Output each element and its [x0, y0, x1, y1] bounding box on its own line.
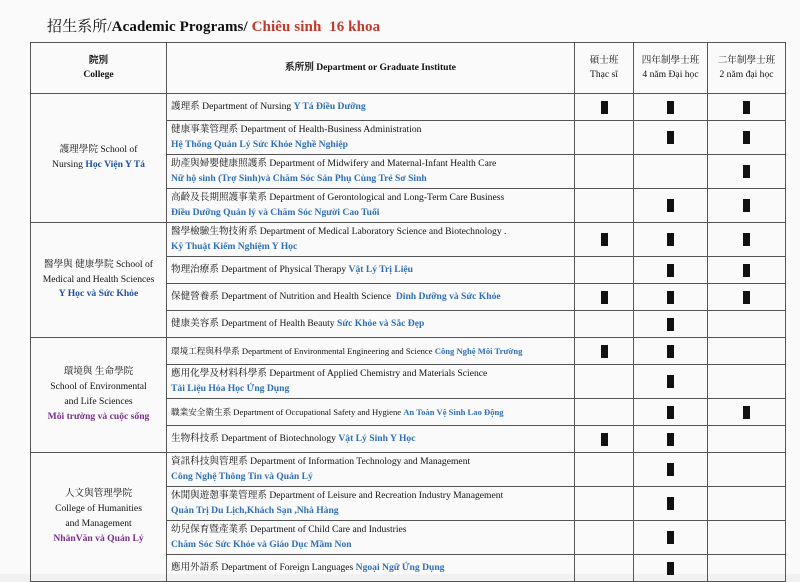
two-year-cell	[708, 94, 786, 121]
four-year-cell	[634, 311, 708, 338]
four-year-cell	[634, 155, 708, 189]
offered-mark	[667, 131, 674, 144]
offered-mark	[667, 101, 674, 114]
offered-mark	[743, 291, 750, 304]
offered-mark	[667, 433, 674, 446]
offered-mark	[667, 291, 674, 304]
master-cell	[575, 311, 634, 338]
two-year-cell	[708, 257, 786, 284]
two-year-cell	[708, 399, 786, 426]
department-cell: 職業安全衛生系 Department of Occupational Safety and Hygiene An Toàn Vệ Sinh Lao Động	[167, 399, 575, 426]
master-cell	[575, 284, 634, 311]
offered-mark	[667, 463, 674, 476]
offered-mark	[667, 531, 674, 544]
college-medical-health: 醫學與 健康學院 School of Medical and Health Sciences Y Học và Sức Khỏe	[31, 223, 167, 338]
header-college: 院別 College	[31, 43, 167, 94]
master-cell	[575, 399, 634, 426]
four-year-cell	[634, 338, 708, 365]
department-cell: 保健營養系 Department of Nutrition and Health Science Dinh Dưỡng và Sức Khỏe	[167, 284, 575, 311]
master-cell	[575, 94, 634, 121]
four-year-cell	[634, 453, 708, 487]
offered-mark	[667, 199, 674, 212]
title-chinese: 招生系所/	[47, 19, 112, 35]
offered-mark	[667, 562, 674, 575]
department-cell: 護理系 Department of Nursing Y Tá Điều Dưỡng	[167, 94, 575, 121]
offered-mark	[743, 264, 750, 277]
two-year-cell	[708, 453, 786, 487]
offered-mark	[601, 433, 608, 446]
two-year-cell	[708, 555, 786, 582]
offered-mark	[601, 233, 608, 246]
offered-mark	[667, 375, 674, 388]
master-cell	[575, 223, 634, 257]
department-cell: 環境工程與科學系 Department of Environmental Engineering and Science Công Nghệ Môi Trường	[167, 338, 575, 365]
college-nursing: 護理學院 School of Nursing Học Viện Y Tá	[31, 94, 167, 223]
page-title	[47, 15, 380, 36]
master-cell	[575, 555, 634, 582]
four-year-cell	[634, 399, 708, 426]
offered-mark	[601, 101, 608, 114]
four-year-cell	[634, 284, 708, 311]
master-cell	[575, 257, 634, 284]
title-vietnamese: Chiêu sinh	[251, 19, 322, 35]
department-cell: 休閒與遊憩事業管理系 Department of Leisure and Recreation Industry Management Quản Trị Du Lịch,Khách Sạn ,Nhà Hàng	[167, 487, 575, 521]
college-environmental-life: 環境與 生命學院 School of Environmental and Life Sciences Môi trường và cuộc sống	[31, 338, 167, 453]
offered-mark	[601, 345, 608, 358]
two-year-cell	[708, 426, 786, 453]
offered-mark	[743, 131, 750, 144]
offered-mark	[601, 291, 608, 304]
two-year-cell	[708, 487, 786, 521]
programs-table	[30, 42, 786, 582]
four-year-cell	[634, 189, 708, 223]
two-year-cell	[708, 284, 786, 311]
four-year-cell	[634, 426, 708, 453]
offered-mark	[743, 199, 750, 212]
offered-mark	[667, 318, 674, 331]
table-row	[31, 453, 786, 487]
title-count: 16 khoa	[329, 19, 381, 35]
four-year-cell	[634, 365, 708, 399]
header-two-year: 二年制學士班 2 năm đại học	[708, 43, 786, 94]
department-cell: 資訊科技與管理系 Department of Information Technology and Management Công Nghệ Thông Tin và Quản Lý	[167, 453, 575, 487]
offered-mark	[743, 165, 750, 178]
two-year-cell	[708, 311, 786, 338]
two-year-cell	[708, 365, 786, 399]
department-cell: 應用外語系 Department of Foreign Languages Ngoại Ngữ Ứng Dụng	[167, 555, 575, 582]
master-cell	[575, 521, 634, 555]
master-cell	[575, 121, 634, 155]
master-cell	[575, 487, 634, 521]
department-cell: 生物科技系 Department of Biotechnology Vật Lý Sinh Y Học	[167, 426, 575, 453]
title-english: Academic Programs/	[111, 19, 248, 35]
offered-mark	[667, 406, 674, 419]
master-cell	[575, 189, 634, 223]
header-four-year: 四年制學士班 4 năm Đại học	[634, 43, 708, 94]
four-year-cell	[634, 257, 708, 284]
offered-mark	[667, 233, 674, 246]
four-year-cell	[634, 94, 708, 121]
two-year-cell	[708, 338, 786, 365]
master-cell	[575, 453, 634, 487]
department-cell: 幼兒保育暨產業系 Department of Child Care and Industries Chăm Sóc Sức Khỏe và Giáo Dục Mầm Non	[167, 521, 575, 555]
college-humanities-management: 人文與管理學院 College of Humanities and Management NhânVăn và Quản Lý	[31, 453, 167, 582]
header-master: 碩士班 Thạc sĩ	[575, 43, 634, 94]
department-cell: 應用化學及材料科學系 Department of Applied Chemistry and Materials Science Tài Liệu Hóa Học Ứng Dụng	[167, 365, 575, 399]
master-cell	[575, 365, 634, 399]
table-header-row	[31, 43, 786, 94]
four-year-cell	[634, 555, 708, 582]
header-department: 系所別 Department or Graduate Institute	[167, 43, 575, 94]
master-cell	[575, 338, 634, 365]
offered-mark	[667, 264, 674, 277]
two-year-cell	[708, 521, 786, 555]
two-year-cell	[708, 121, 786, 155]
four-year-cell	[634, 121, 708, 155]
department-cell: 高齡及長期照護事業系 Department of Gerontological and Long-Term Care Business Điều Dưỡng Quản lý và Chăm Sóc Người Cao Tuổi	[167, 189, 575, 223]
offered-mark	[743, 233, 750, 246]
two-year-cell	[708, 223, 786, 257]
two-year-cell	[708, 155, 786, 189]
department-cell: 醫學檢驗生物技術系 Department of Medical Laboratory Science and Biotechnology . Kỹ Thuật Kiểm Nghiệm Y Học	[167, 223, 575, 257]
master-cell	[575, 155, 634, 189]
four-year-cell	[634, 223, 708, 257]
two-year-cell	[708, 189, 786, 223]
offered-mark	[743, 406, 750, 419]
offered-mark	[743, 101, 750, 114]
table-row	[31, 223, 786, 257]
department-cell: 健康美容系 Department of Health Beauty Sức Khỏe và Sắc Đẹp	[167, 311, 575, 338]
table-row	[31, 94, 786, 121]
offered-mark	[667, 497, 674, 510]
department-cell: 健康事業管理系 Department of Health-Business Administration Hệ Thống Quản Lý Sức Khỏe Nghề Nghiệp	[167, 121, 575, 155]
master-cell	[575, 426, 634, 453]
department-cell: 物理治療系 Department of Physical Therapy Vật Lý Trị Liệu	[167, 257, 575, 284]
four-year-cell	[634, 521, 708, 555]
four-year-cell	[634, 487, 708, 521]
offered-mark	[667, 345, 674, 358]
department-cell: 助產與婦嬰健康照護系 Department of Midwifery and Maternal-Infant Health Care Nữ hộ sinh (Trợ Sinh)và Chăm Sóc Sản Phụ Cùng Trẻ Sơ Sinh	[167, 155, 575, 189]
table-row	[31, 338, 786, 365]
